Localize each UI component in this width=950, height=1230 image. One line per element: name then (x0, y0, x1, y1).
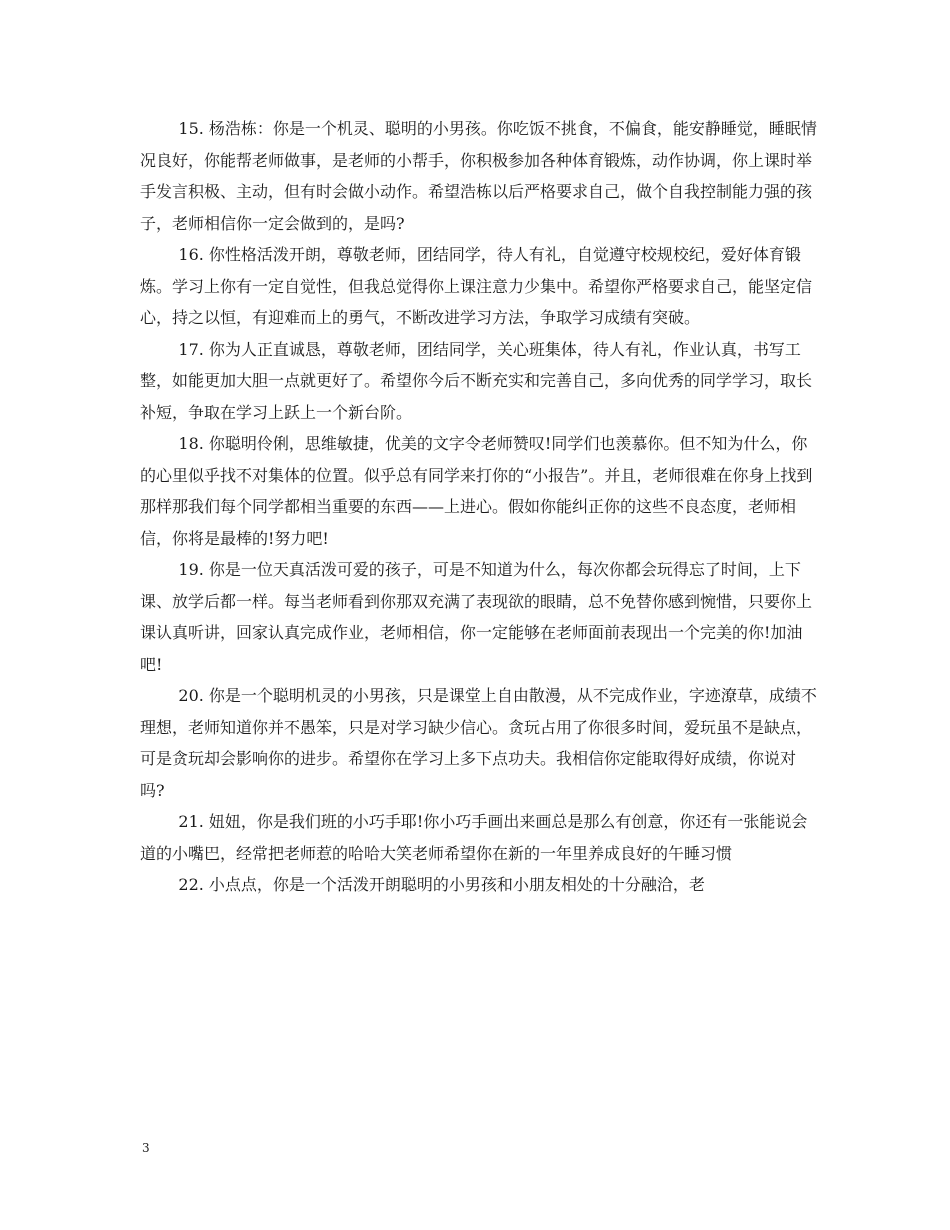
paragraph: 15. 杨浩栋：你是一个机灵、聪明的小男孩。你吃饭不挑食，不偏食，能安静睡觉，睡眠情况良好，你能帮老师做事，是老师的小帮手，你积极参加各种体育锻炼，动作协调，你上课时举手发言积极、主动，但有时会做小动作。希望浩栋以后严格要求自己，做个自我控制能力强的孩子，老师相信你一定会做到的，是吗? (140, 119, 817, 233)
paragraph: 22. 小点点，你是一个活泼开朗聪明的小男孩和小朋友相处的十分融洽，老 (178, 875, 705, 894)
paragraph: 19. 你是一位天真活泼可爱的孩子，可是不知道为什么，每次你都会玩得忘了时间，上下课、放学后都一样。每当老师看到你那双充满了表现欲的眼睛，总不免替你感到惋惜，只要你上课认真听讲，回家认真完成作业，老师相信，你一定能够在老师面前表现出一个完美的你!加油吧! (140, 560, 813, 674)
paragraph: 17. 你为人正直诚恳，尊敬老师，团结同学，关心班集体，待人有礼，作业认真，书写工整，如能更加大胆一点就更好了。希望你今后不断充实和完善自己，多向优秀的同学学习，取长补短，争取在学习上跃上一个新台阶。 (140, 339, 813, 422)
paragraph: 16. 你性格活泼开朗，尊敬老师，团结同学，待人有礼，自觉遵守校规校纪，爱好体育锻炼。学习上你有一定自觉性，但我总觉得你上课注意力少集中。希望你严格要求自己，能坚定信心，持之以恒，有迎难而上的勇气，不断改进学习方法，争取学习成绩有突破。 (140, 245, 813, 327)
paragraph: 21. 妞妞，你是我们班的小巧手耶!你小巧手画出来画总是那么有创意，你还有一张能说会道的小嘴巴，经常把老师惹的哈哈大笑老师希望你在新的一年里养成良好的午睡习惯 (140, 812, 808, 863)
paragraph: 18. 你聪明伶俐，思维敏捷，优美的文字令老师赞叹!同学们也羡慕你。但不知为什么，你的心里似乎找不对集体的位置。似乎总有同学来打你的“小报告”。并且，老师很难在你身上找到那样那我们每个同学都相当重要的东西——上进心。假如你能纠正你的这些不良态度，老师相信，你将是最棒的!努力吧! (140, 434, 813, 548)
paragraph: 20. 你是一个聪明机灵的小男孩，只是课堂上自由散漫，从不完成作业，字迹潦草，成绩不理想，老师知道你并不愚笨，只是对学习缺少信心。贪玩占用了你很多时间，爱玩虽不是缺点，可是贪玩却会影响你的进步。希望你在学习上多下点功夫。我相信你定能取得好成绩，你说对吗? (140, 686, 817, 800)
paragraph-list (140, 113, 820, 901)
page-number: 3 (142, 1141, 150, 1155)
document-body (140, 113, 820, 901)
